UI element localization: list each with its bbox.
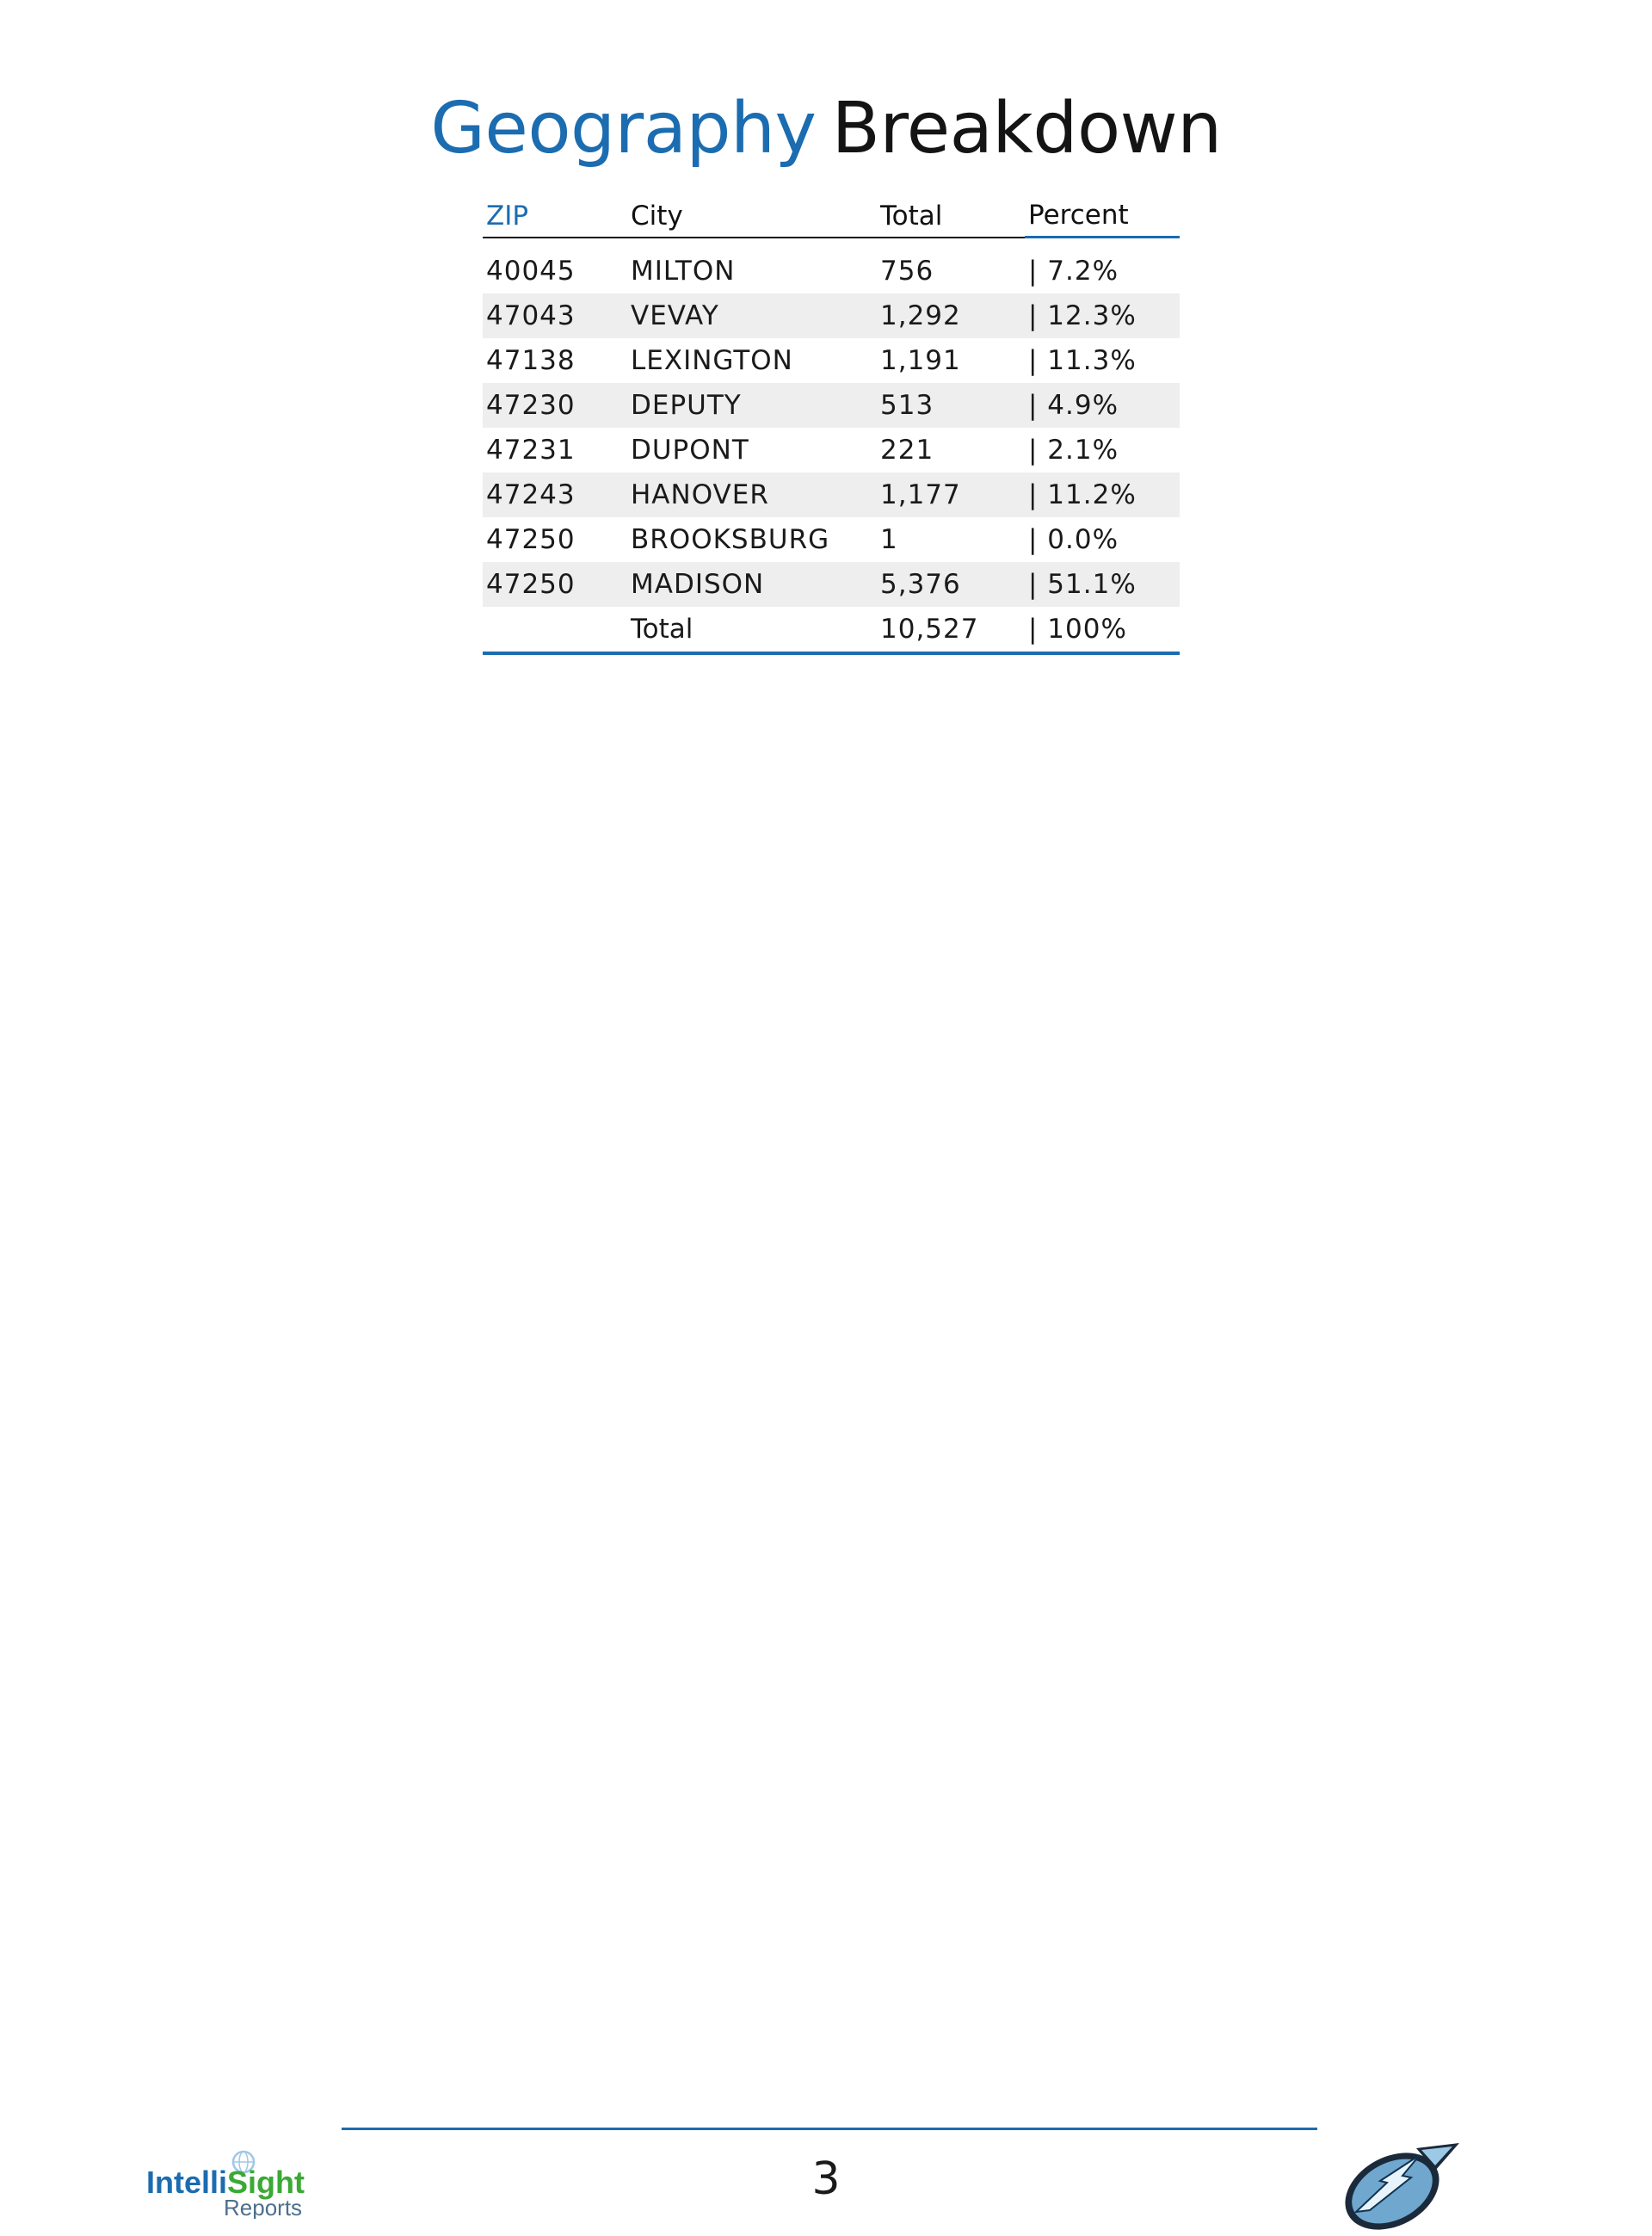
zip-cell: 47138 (486, 345, 576, 376)
table-row (483, 249, 1180, 293)
zip-cell: 47230 (483, 383, 627, 428)
total-cell: 513 (877, 383, 1025, 428)
percent-cell: | 11.3% (1028, 345, 1137, 376)
total-cell: 5,376 (877, 562, 1025, 607)
city-cell: BROOKSBURG (631, 524, 830, 555)
svg-text:Reports: Reports (224, 2195, 303, 2219)
city-cell: MILTON (631, 256, 736, 287)
total-row-blank (483, 607, 627, 653)
table-row (483, 383, 1180, 428)
total-cell: 1 (880, 524, 898, 555)
table-row (483, 293, 1180, 338)
total-cell: 756 (880, 256, 934, 287)
table-header-row (483, 188, 1180, 238)
column-header-percent: Percent (1025, 188, 1180, 238)
table-row (483, 473, 1180, 517)
table-row (483, 562, 1180, 607)
city-cell: DEPUTY (627, 383, 877, 428)
table-row (483, 517, 1180, 562)
page-title-rest: Breakdown (831, 88, 1222, 170)
intellisight-reports-logo (145, 2148, 308, 2219)
city-cell: MADISON (627, 562, 877, 607)
column-header-city: City (627, 188, 877, 238)
table-row (483, 428, 1180, 473)
city-cell: DUPONT (631, 435, 749, 466)
grand-percent-cell: | 100% (1025, 607, 1180, 653)
grand-total-cell: 10,527 (877, 607, 1025, 653)
percent-cell: | 2.1% (1028, 435, 1119, 466)
zip-cell: 47231 (486, 435, 576, 466)
percent-cell: | 0.0% (1028, 524, 1119, 555)
total-row (483, 607, 1180, 653)
percent-cell: | 7.2% (1028, 256, 1119, 287)
zip-cell: 47243 (483, 473, 627, 517)
footer-divider (342, 2128, 1317, 2130)
column-header-zip: ZIP (483, 188, 627, 238)
total-cell: 1,191 (880, 345, 961, 376)
total-cell: 1,177 (877, 473, 1025, 517)
header-spacer (483, 238, 1180, 250)
page-title-accent: Geography (430, 88, 817, 170)
total-cell: 221 (880, 435, 934, 466)
zip-cell: 40045 (486, 256, 576, 287)
page-number: 3 (811, 2153, 841, 2205)
percent-cell: | 51.1% (1025, 562, 1180, 607)
assured-direct-mail-logo (1330, 2136, 1468, 2233)
city-cell: HANOVER (627, 473, 877, 517)
table-row (483, 338, 1180, 383)
geography-table (483, 188, 1180, 655)
total-label: Total (627, 607, 877, 653)
total-cell: 1,292 (877, 293, 1025, 338)
column-header-total: Total (877, 188, 1025, 238)
zip-cell: 47250 (483, 562, 627, 607)
percent-cell: | 12.3% (1025, 293, 1180, 338)
percent-cell: | 4.9% (1025, 383, 1180, 428)
zip-cell: 47250 (486, 524, 576, 555)
page-title (0, 86, 1652, 172)
svg-text:IntelliSight: IntelliSight (146, 2165, 305, 2200)
city-cell: VEVAY (627, 293, 877, 338)
zip-cell: 47043 (483, 293, 627, 338)
percent-cell: | 11.2% (1025, 473, 1180, 517)
city-cell: LEXINGTON (631, 345, 793, 376)
